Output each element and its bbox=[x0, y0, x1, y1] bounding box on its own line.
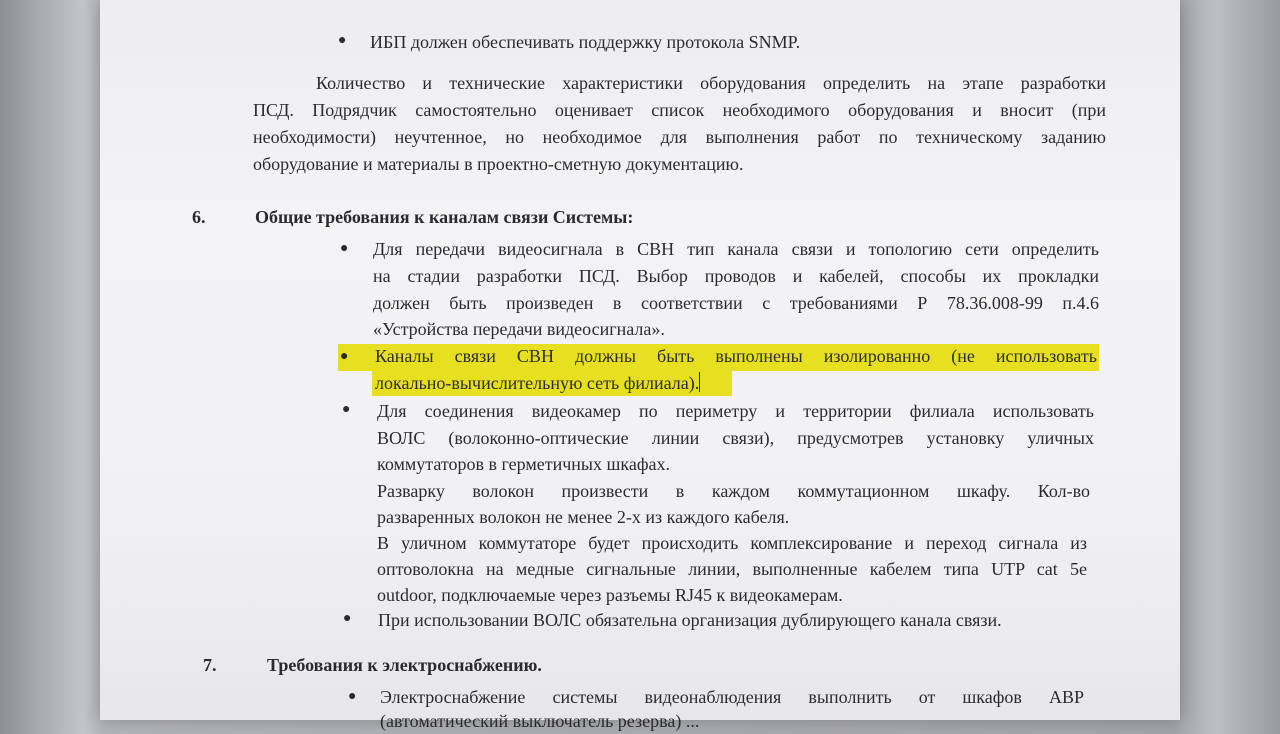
bullet-line: Разварку волокон произвести в каждом коммутационном шкафу. Кол-во bbox=[377, 481, 1090, 501]
bullet-line: Для передачи видеосигнала в СВН тип канала связи и топологию сети определить bbox=[373, 239, 1099, 259]
bullet-item[interactable]: При использовании ВОЛС обязательна организация дублирующего канала связи. bbox=[378, 610, 1002, 630]
para-line: необходимости) неучтенное, но необходимое для выполнения работ по техническому заданию bbox=[253, 127, 1106, 147]
section-number: 6. bbox=[192, 207, 206, 227]
bullet-dot: ● bbox=[340, 349, 349, 364]
bullet-line: разваренных волокон не менее 2-х из каждого кабеля. bbox=[377, 507, 790, 527]
bullet-line: Для соединения видеокамер по периметру и территории филиала использовать bbox=[377, 401, 1094, 421]
bullet-line: ВОЛС (волоконно-оптические линии связи), предусмотрев установку уличных bbox=[377, 428, 1094, 448]
document-page bbox=[100, 0, 1180, 731]
para-line: оборудование и материалы в проектно-сметную документацию. bbox=[253, 154, 744, 174]
bullet-line: должен быть произведен в соответствии с требованиями Р 78.36.008-99 п.4.6 bbox=[373, 293, 1099, 313]
bullet-dot: ● bbox=[343, 611, 352, 626]
bullet-dot: ● bbox=[348, 689, 357, 704]
bullet-dot: ● bbox=[338, 33, 347, 48]
bullet-line: оптоволокна на медные сигнальные линии, выполненные кабелем типа UTP cat 5e bbox=[377, 559, 1087, 579]
top-bullet-text[interactable]: ИБП должен обеспечивать поддержку протокола SNMP. bbox=[370, 32, 801, 52]
text-cursor bbox=[699, 372, 700, 392]
bullet-line: Электроснабжение системы видеонаблюдения выполнить от шкафов АВР bbox=[380, 687, 1084, 707]
bullet-line: В уличном коммутаторе будет происходить комплексирование и переход сигнала из bbox=[377, 533, 1087, 553]
bullet-line-text: локально-вычислительную сеть филиала). bbox=[375, 373, 700, 393]
para-line: Количество и технические характеристики оборудования определить на этапе разработки bbox=[316, 73, 1106, 93]
bullet-line: на стадии разработки ПСД. Выбор проводов и кабелей, способы их прокладки bbox=[373, 266, 1099, 286]
section-heading: Общие требования к каналам связи Системы: bbox=[255, 207, 634, 227]
para-line: ПСД. Подрядчик самостоятельно оценивает список необходимого оборудования и вносит (при bbox=[253, 100, 1106, 120]
bullet-line: outdoor, подключаемые через разъемы RJ45 к видеокамерам. bbox=[377, 585, 843, 605]
bullet-line: «Устройства передачи видеосигнала». bbox=[373, 319, 665, 339]
bullet-line bbox=[375, 370, 1097, 396]
bullet-dot: ● bbox=[340, 241, 349, 256]
bullet-line: (автоматический выключатель резерва) ... bbox=[380, 711, 700, 731]
section-number: 7. bbox=[203, 655, 217, 675]
bullet-dot: ● bbox=[342, 402, 351, 417]
bullet-line: коммутаторов в герметичных шкафах. bbox=[377, 454, 671, 474]
section-heading: Требования к электроснабжению. bbox=[267, 655, 542, 675]
bullet-line: Каналы связи СВН должны быть выполнены изолированно (не использовать bbox=[375, 346, 1097, 366]
